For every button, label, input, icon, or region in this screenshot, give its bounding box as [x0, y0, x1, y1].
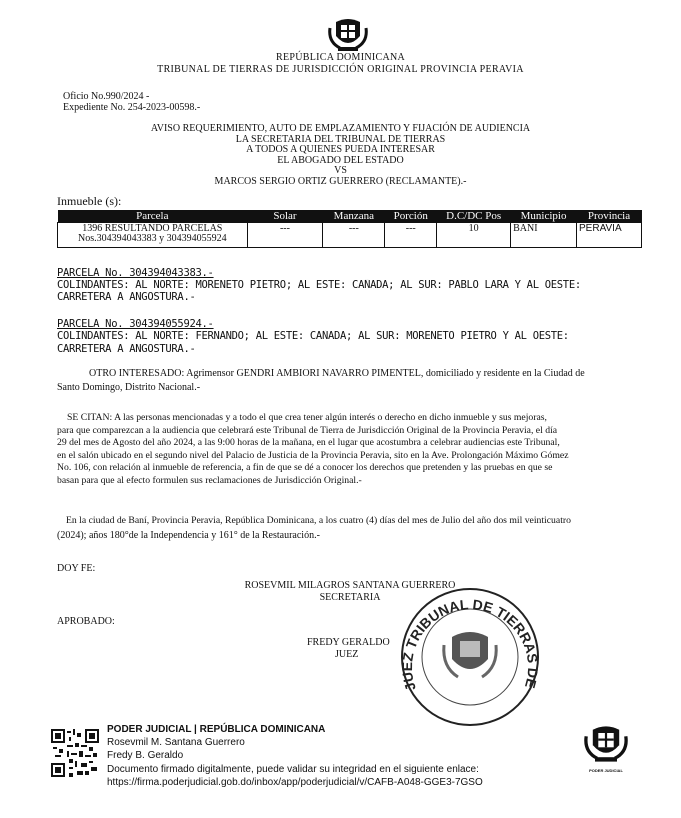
municipio-cell: BANI [511, 223, 577, 248]
col-header: Parcela [58, 210, 248, 223]
notice-title [0, 124, 681, 187]
parcel-1-boundaries-cont: CARRETERA A ANGOSTURA.- [57, 291, 196, 303]
summons-line-5: No. 106, con relación al inmueble de referencia, a fin de que se dé a conocer los derechos que pretenden y las pruebas en que se [57, 462, 553, 474]
logo-caption: PODER JUDICIAL [589, 768, 623, 773]
title-line-6: MARCOS SERGIO ORTIZ GUERRERO (RECLAMANTE).- [214, 175, 467, 187]
summons-line-2: para que comparezcan a la audiencia que celebrará este Tribunal de Tierra de Jurisdicción Original de la Provincia Peravia, el día [57, 424, 558, 436]
solar-cell: --- [247, 223, 323, 248]
date-place-line-1: En la ciudad de Baní, Provincia Peravia, República Dominicana, a los cuatro (4) días del mes de Julio del año dos mil veinticuatro [66, 515, 571, 526]
secretary-name: ROSEVMIL MILAGROS SANTANA GUERRERO [244, 580, 456, 591]
porcion-cell: --- [385, 223, 437, 248]
parcel-1-heading: PARCELA No. 304394043383.- [57, 267, 214, 279]
parcela-cell [58, 223, 248, 248]
parcel-1-boundaries: COLINDANTES: AL NORTE: MORENETO PIETRO; AL ESTE: CAÑADA; AL SUR: PABLO LARA Y AL OESTE: [57, 279, 581, 291]
property-table [57, 210, 642, 248]
col-header: Manzana [323, 210, 385, 223]
title-line-2: LA SECRETARIA DEL TRIBUNAL DE TIERRAS [235, 133, 446, 145]
summons-line-4: en el salón ubicado en el segundo nivel del Palacio de Justicia de la Provincia Peravia, sito en la Ave. Prolongación Máximo Gómez [57, 449, 569, 461]
parcel-2-boundaries: COLINDANTES: AL NORTE: FERNANDO; AL ESTE: CAÑADA; AL SUR: MORENETO PIETRO Y AL OESTE: [57, 330, 569, 342]
col-header: Porción [385, 210, 437, 223]
parcel-2-heading: PARCELA No. 304394055924.- [57, 318, 214, 330]
seal-text: JUEZ TRIBUNAL DE TIERRAS DE [398, 596, 542, 693]
parcela-line-1: 1396 RESULTANDO PARCELAS [82, 223, 223, 234]
provincia-cell: PERAVIA [577, 223, 642, 248]
summons-line-6: basan para que al efecto formulen sus reclamaciones de Jurisdicción Original.- [57, 474, 362, 486]
footer-validation-link[interactable]: https://firma.poderjudicial.gob.do/inbox/app/poderjudicial/v/CAFB-A048-GGE3-7GSO [107, 777, 483, 788]
footer-signer-2: Fredy B. Geraldo [107, 750, 184, 761]
footer-signer-1: Rosevmil M. Santana Guerrero [107, 737, 245, 748]
parcela-line-2: Nos.304394043383 y 304394055924 [77, 233, 227, 244]
oficio-number: Oficio No.990/2024 - [63, 91, 150, 102]
title-line-5: VS [334, 165, 347, 176]
title-line-4: EL ABOGADO DEL ESTADO [277, 154, 404, 166]
dc-cell: 10 [437, 223, 511, 248]
judge-name: FREDY GERALDO [307, 637, 390, 648]
inmueble-label: Inmueble (s): [57, 194, 122, 208]
aprobado-label: APROBADO: [57, 616, 115, 627]
judge-role: JUEZ [335, 649, 359, 660]
col-header: D.C/DC Pos [437, 210, 511, 223]
parcel-2-boundaries-cont: CARRETERA A ANGOSTURA.- [57, 343, 196, 355]
table-row [58, 223, 642, 248]
otro-interesado-line-2: Santo Domingo, Distrito Nacional.- [57, 382, 201, 393]
col-header: Solar [247, 210, 323, 223]
doy-fe-label: DOY FE: [57, 563, 96, 574]
validation-qr-code[interactable] [51, 729, 99, 777]
tribunal-seal [396, 585, 544, 727]
title-line-3: A TODOS A QUIENES PUEDA INTERESAR [246, 144, 435, 155]
col-header: Municipio [511, 210, 577, 223]
secretary-role: SECRETARIA [319, 592, 381, 603]
coat-of-arms-logo [328, 18, 368, 52]
title-line-1: AVISO REQUERIMIENTO, AUTO DE EMPLAZAMIENTO Y FIJACIÓN DE AUDIENCIA [150, 123, 531, 134]
otro-interesado-line-1: OTRO INTERESADO: Agrimensor GENDRI AMBIORI NAVARRO PIMENTEL, domiciliado y residente en la Ciudad de [89, 368, 585, 379]
col-header: Provincia [577, 210, 642, 223]
date-place-line-2: (2024); años 180°de la Independencia y 161° de la Restauración.- [57, 530, 320, 541]
summons-line-3: 29 del mes de Agosto del año 2024, a las 9:00 horas de la mañana, en el lugar que acostumbra a celebrar audiencias este Tribunal, [57, 437, 560, 449]
footer-validation-text: Documento firmado digitalmente, puede validar su integridad en el siguiente enlace: [107, 764, 479, 775]
expediente-number: Expediente No. 254-2023-00598.- [63, 102, 201, 113]
summons-line-1: SE CITAN: A las personas mencionadas y a todo el que crea tener algún interés o derecho en dicho inmueble y sus mejoras, [67, 412, 547, 423]
country-heading: REPÚBLICA DOMINICANA [275, 52, 406, 63]
footer-institution: PODER JUDICIAL | REPÚBLICA DOMINICANA [107, 724, 326, 735]
tribunal-heading: TRIBUNAL DE TIERRAS DE JURISDICCIÓN ORIGINAL PROVINCIA PERAVIA [157, 64, 524, 75]
manzana-cell: --- [323, 223, 385, 248]
summons-paragraph [57, 412, 642, 488]
table-header-row [58, 210, 642, 223]
poder-judicial-logo [584, 725, 628, 775]
